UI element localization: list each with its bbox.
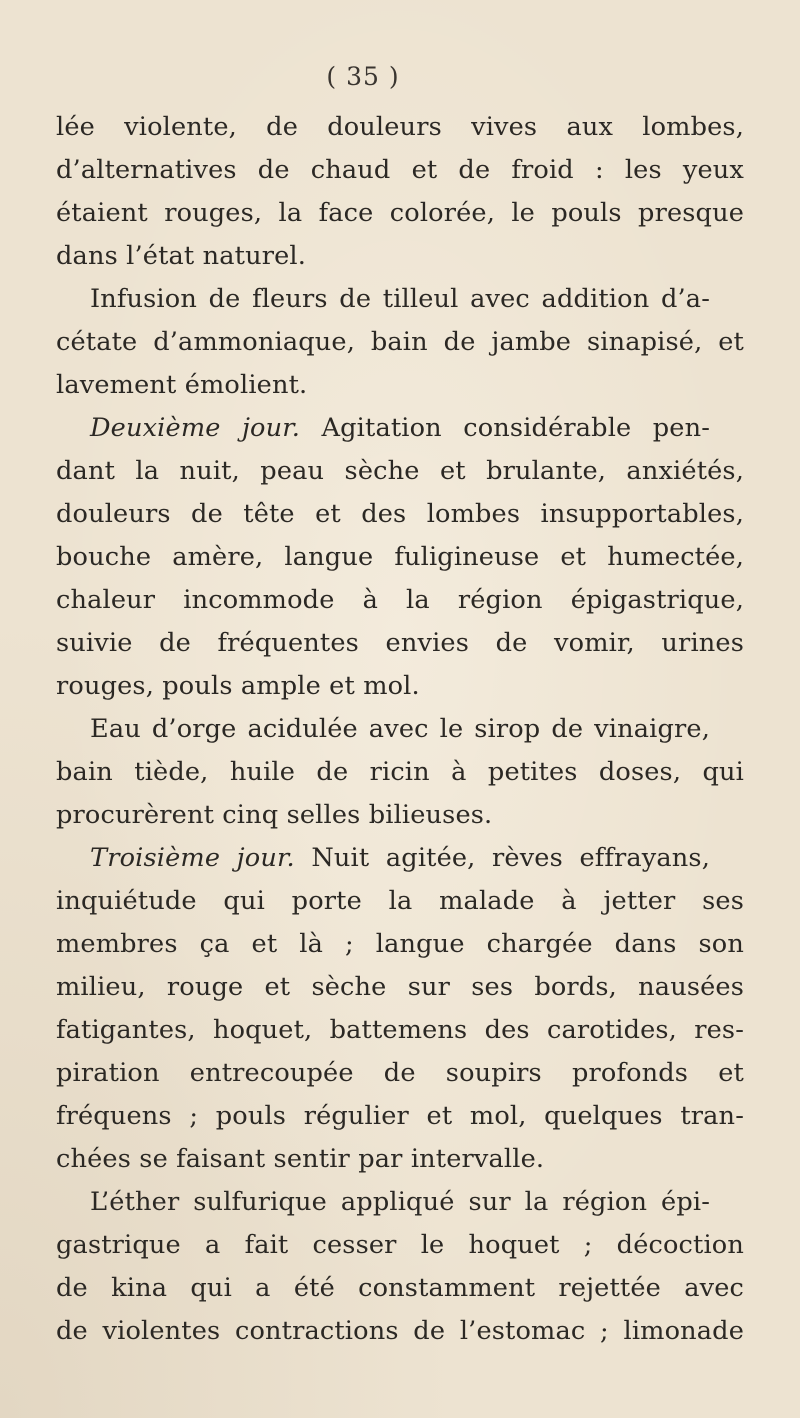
text-line — [56, 407, 744, 450]
line-text: de violentes contractions de l’estomac ; limonade — [56, 1316, 744, 1346]
line-text: étaient rouges, la face colorée, le pouls presque — [56, 198, 744, 228]
line-text: suivie de fréquentes envies de vomir, urines — [56, 628, 744, 658]
text-line-content — [56, 1267, 744, 1310]
text-line-content — [56, 966, 744, 1009]
text-line — [56, 1224, 744, 1267]
text-line — [56, 235, 744, 278]
text-line — [56, 493, 744, 536]
line-text: de kina qui a été constamment rejettée avec — [56, 1273, 744, 1303]
line-text: fréquens ; pouls régulier et mol, quelques tran- — [56, 1101, 744, 1131]
text-line — [56, 751, 744, 794]
text-line-content — [56, 665, 744, 708]
line-text: chées se faisant sentir par intervalle. — [56, 1144, 545, 1174]
text-line-content — [56, 1009, 744, 1052]
text-line — [56, 1267, 744, 1310]
line-text: chaleur incommode à la région épigastrique, — [56, 585, 744, 615]
text-line-content — [56, 923, 744, 966]
text-line — [56, 536, 744, 579]
line-text: membres ça et là ; langue chargée dans son — [56, 929, 744, 959]
text-line-content — [56, 1138, 744, 1181]
text-line-content — [56, 622, 744, 665]
text-line — [56, 450, 744, 493]
text-line-content — [90, 708, 710, 751]
line-text: Eau d’orge acidulée avec le sirop de vinaigre, — [90, 714, 710, 744]
text-line-content — [56, 235, 744, 278]
line-text: cétate d’ammoniaque, bain de jambe sinapisé, et — [56, 327, 744, 357]
text-line-content — [56, 1052, 744, 1095]
text-line — [56, 837, 744, 880]
text-line — [56, 880, 744, 923]
text-line — [56, 149, 744, 192]
text-line-content — [56, 1310, 744, 1353]
text-line — [56, 708, 744, 751]
line-text: inquiétude qui porte la malade à jetter ses — [56, 886, 744, 916]
text-line-content — [56, 192, 744, 235]
body-text — [56, 106, 744, 1353]
text-line-content — [56, 880, 744, 923]
line-text: fatigantes, hoquet, battemens des carotides, res- — [56, 1015, 744, 1045]
day-heading: Deuxième jour. — [90, 413, 301, 443]
text-line — [56, 278, 744, 321]
text-line — [56, 923, 744, 966]
line-text: douleurs de tête et des lombes insupportables, — [56, 499, 744, 529]
text-line-content — [56, 751, 744, 794]
text-line-content — [56, 794, 744, 837]
line-text: piration entrecoupée de soupirs profonds et — [56, 1058, 744, 1088]
line-text: bain tiède, huile de ricin à petites doses, qui — [56, 757, 744, 787]
text-line-content — [56, 450, 744, 493]
text-line-content — [56, 1095, 744, 1138]
line-text: Nuit agitée, rèves effrayans, — [294, 843, 710, 873]
line-text: dant la nuit, peau sèche et brulante, anxiétés, — [56, 456, 744, 486]
text-line-content — [56, 579, 744, 622]
text-line — [56, 1138, 744, 1181]
text-line — [56, 364, 744, 407]
day-heading: Troisième jour. — [90, 843, 295, 873]
text-line — [56, 1009, 744, 1052]
line-text: milieu, rouge et sèche sur ses bords, nausées — [56, 972, 744, 1002]
text-line-content — [90, 278, 710, 321]
text-line — [56, 192, 744, 235]
text-line-content — [90, 407, 710, 450]
line-text: procurèrent cinq selles bilieuses. — [56, 800, 493, 830]
text-line — [56, 665, 744, 708]
text-line — [56, 1310, 744, 1353]
text-line-content — [56, 493, 744, 536]
text-line — [56, 321, 744, 364]
text-line — [56, 1095, 744, 1138]
line-text: L’éther sulfurique appliqué sur la région épi- — [90, 1187, 710, 1217]
line-text: rouges, pouls ample et mol. — [56, 671, 420, 701]
line-text: Agitation considérable pen- — [300, 413, 711, 443]
page-number: ( 35 ) — [326, 62, 400, 91]
text-line — [56, 1052, 744, 1095]
text-line — [56, 622, 744, 665]
text-line-content — [56, 1224, 744, 1267]
text-line — [56, 1181, 744, 1224]
line-text: lavement émolient. — [56, 370, 308, 400]
line-text: d’alternatives de chaud et de froid : les yeux — [56, 155, 744, 185]
line-text: bouche amère, langue fuligineuse et humectée, — [56, 542, 744, 572]
text-line — [56, 579, 744, 622]
line-text: lée violente, de douleurs vives aux lombes, — [56, 112, 744, 142]
line-text: gastrique a fait cesser le hoquet ; décoction — [56, 1230, 744, 1260]
text-line-content — [56, 536, 744, 579]
text-line — [56, 106, 744, 149]
text-line — [56, 966, 744, 1009]
text-line-content — [90, 1181, 710, 1224]
text-line-content — [56, 321, 744, 364]
text-line-content — [56, 106, 744, 149]
line-text: Infusion de fleurs de tilleul avec addition d’a- — [90, 284, 710, 314]
text-line — [56, 794, 744, 837]
text-line-content — [56, 364, 744, 407]
text-line-content — [56, 149, 744, 192]
line-text: dans l’état naturel. — [56, 241, 307, 271]
text-line-content — [90, 837, 710, 880]
